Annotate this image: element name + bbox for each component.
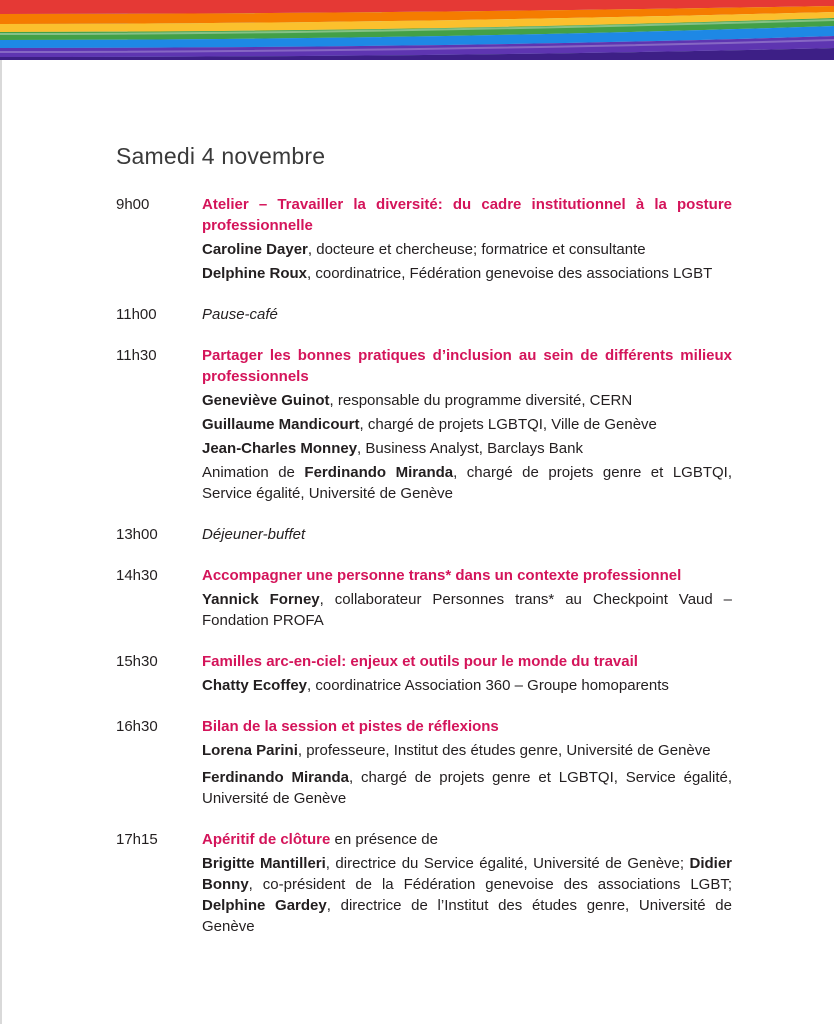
- session-body: [202, 829, 732, 937]
- session-1130: [116, 345, 732, 504]
- session-0900: [116, 194, 732, 284]
- session-body: [202, 565, 732, 631]
- speaker-name: Chatty Ecoffey: [202, 677, 308, 694]
- session-body: [202, 524, 732, 545]
- session-1100: [116, 304, 732, 325]
- session-title: Apéritif de clôture: [202, 831, 331, 848]
- speaker-line: Delphine Roux, coordinatrice, Fédération genevoise des associations LGBT: [202, 265, 713, 282]
- speaker-name: Ferdinando Miranda: [304, 464, 454, 481]
- program-list: [116, 194, 732, 957]
- speaker-line: Chatty Ecoffey, coordinatrice Association 360 – Groupe homoparents: [202, 677, 669, 694]
- session-time: 15h30: [116, 653, 158, 670]
- session-time: 11h30: [116, 347, 157, 364]
- speaker-name: Delphine Roux: [202, 265, 308, 282]
- session-title: Bilan de la session et pistes de réflexions: [202, 718, 499, 735]
- session-time: 9h00: [116, 196, 150, 213]
- speaker-name: Delphine Gardey: [202, 897, 327, 914]
- session-body: [202, 651, 732, 696]
- session-title: Accompagner une personne trans* dans un contexte professionnel: [202, 567, 682, 584]
- speaker-line: Caroline Dayer, docteure et chercheuse; formatrice et consultante: [202, 241, 646, 258]
- speaker-line: Lorena Parini, professeure, Institut des études genre, Université de Genève: [202, 742, 711, 759]
- session-time: 13h00: [116, 526, 158, 543]
- page-edge: [0, 60, 2, 1024]
- session-1530: [116, 651, 732, 696]
- speaker-line: Yannick Forney, collaborateur Personnes trans* au Checkpoint Vaud – Fondation PROFA: [202, 591, 733, 629]
- speaker-name: Geneviève Guinot: [202, 392, 330, 409]
- session-title: Atelier – Travailler la diversité: du cadre institutionnel à la posture professionnelle: [202, 196, 732, 234]
- speaker-name: Jean-Charles Monney: [202, 440, 358, 457]
- session-1300: [116, 524, 732, 545]
- speaker-name: Yannick Forney: [202, 591, 320, 608]
- session-1430: [116, 565, 732, 631]
- session-body: [202, 345, 732, 504]
- speaker-name: Guillaume Mandicourt: [202, 416, 360, 433]
- closing-speakers: Brigitte Mantilleri, directrice du Service égalité, Université de Genève; Didier Bonny, co-président de la Fédération genevoise des associations LGBT; Delphine Gardey, directrice de l’Institut des études genre, Université de Genève: [202, 855, 732, 935]
- session-1715: [116, 829, 732, 937]
- moderator-line: Animation de Ferdinando Miranda, chargé de projets genre et LGBTQI, Service égalité, Université de Genève: [202, 464, 733, 502]
- session-body: [202, 304, 732, 325]
- pause-label: Déjeuner-buffet: [202, 526, 306, 543]
- speaker-line: Jean-Charles Monney, Business Analyst, Barclays Bank: [202, 440, 583, 457]
- speaker-line: Guillaume Mandicourt, chargé de projets LGBTQI, Ville de Genève: [202, 416, 657, 433]
- session-time: 14h30: [116, 567, 158, 584]
- speaker-name: Brigitte Mantilleri: [202, 855, 326, 872]
- session-title: Familles arc-en-ciel: enjeux et outils pour le monde du travail: [202, 653, 638, 670]
- rainbow-banner: [0, 0, 834, 60]
- session-title-suffix: en présence de: [330, 831, 438, 848]
- session-title: Partager les bonnes pratiques d’inclusion au sein de différents milieux professionnels: [202, 347, 732, 385]
- session-time: 16h30: [116, 718, 158, 735]
- speaker-name: Lorena Parini: [202, 742, 298, 759]
- session-time: 11h00: [116, 306, 157, 323]
- speaker-line: Ferdinando Miranda, chargé de projets genre et LGBTQI, Service égalité, Université de Genève: [202, 769, 732, 807]
- session-body: [202, 194, 732, 284]
- speaker-line: Geneviève Guinot, responsable du programme diversité, CERN: [202, 392, 633, 409]
- session-body: [202, 716, 732, 809]
- speaker-name: Ferdinando Miranda: [202, 769, 350, 786]
- session-time: 17h15: [116, 831, 158, 848]
- session-1630: [116, 716, 732, 809]
- pause-label: Pause-café: [202, 306, 278, 323]
- speaker-name: Didier Bonny: [202, 855, 732, 893]
- speaker-name: Caroline Dayer: [202, 241, 308, 258]
- session-title-line: [202, 829, 732, 850]
- day-title: Samedi 4 novembre: [116, 143, 326, 169]
